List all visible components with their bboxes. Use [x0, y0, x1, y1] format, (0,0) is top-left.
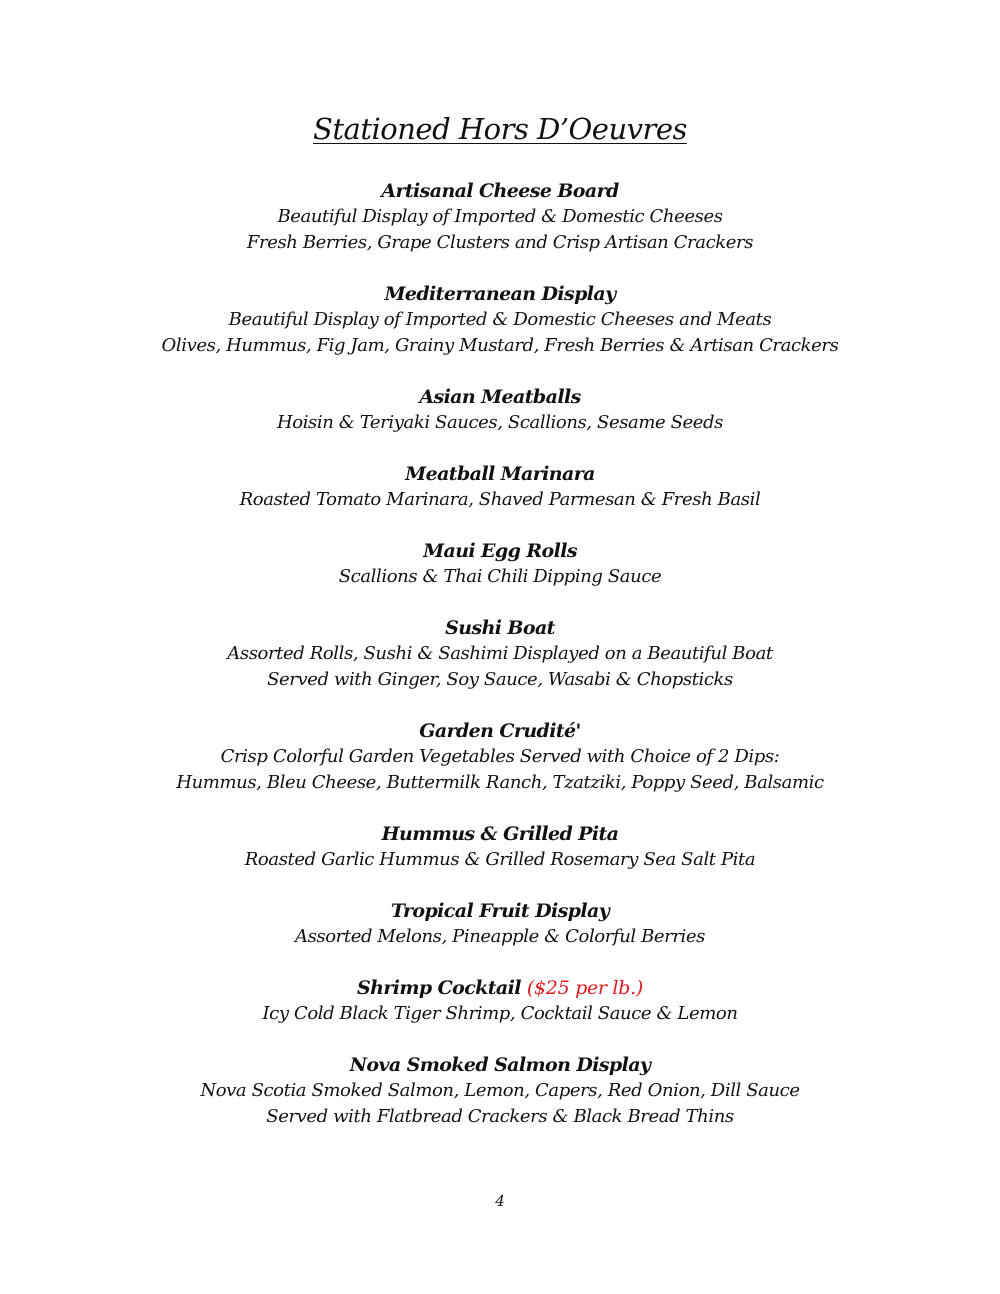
menu-item-description: Assorted Melons, Pineapple & Colorful Berries: [294, 926, 706, 947]
menu-item-description: Scallions & Thai Chili Dipping Sauce: [338, 566, 662, 587]
menu-item: [0, 384, 1000, 436]
menu-item-name: Nova Smoked Salmon Display: [349, 1054, 651, 1076]
menu-item-name: Hummus & Grilled Pita: [381, 823, 619, 845]
menu-item: [0, 718, 1000, 796]
menu-item-heading: [0, 281, 1000, 307]
menu-item-heading: [0, 1052, 1000, 1078]
menu-item-name: Asian Meatballs: [419, 386, 581, 408]
page-number: 4: [495, 1192, 505, 1210]
menu-item-description: Beautiful Display of Imported & Domestic Cheeses and Meats: [228, 309, 772, 330]
menu-item-description: Icy Cold Black Tiger Shrimp, Cocktail Sauce & Lemon: [262, 1003, 738, 1024]
menu-item-list: [0, 178, 1000, 1155]
menu-item-price: ($25 per lb.): [526, 977, 643, 999]
menu-item: [0, 1052, 1000, 1130]
menu-item-heading: [0, 615, 1000, 641]
menu-item-name: Shrimp Cocktail: [357, 977, 521, 999]
menu-item-description: Olives, Hummus, Fig Jam, Grainy Mustard, Fresh Berries & Artisan Crackers: [161, 335, 839, 356]
menu-item-description: Beautiful Display of Imported & Domestic Cheeses: [277, 206, 723, 227]
menu-item: [0, 615, 1000, 693]
menu-item-name: Maui Egg Rolls: [423, 540, 577, 562]
menu-item-description: Fresh Berries, Grape Clusters and Crisp Artisan Crackers: [246, 232, 754, 253]
menu-item-name: Artisanal Cheese Board: [381, 180, 619, 202]
menu-item-heading: [0, 461, 1000, 487]
menu-item-description: Assorted Rolls, Sushi & Sashimi Displayed on a Beautiful Boat: [227, 643, 773, 664]
menu-item-description: Hummus, Bleu Cheese, Buttermilk Ranch, Tzatziki, Poppy Seed, Balsamic: [176, 772, 824, 793]
menu-item: [0, 975, 1000, 1027]
menu-item: [0, 821, 1000, 873]
menu-item-description: Crisp Colorful Garden Vegetables Served with Choice of 2 Dips:: [220, 746, 780, 767]
menu-item-heading: [0, 384, 1000, 410]
menu-item-description: Hoisin & Teriyaki Sauces, Scallions, Sesame Seeds: [276, 412, 724, 433]
menu-item: [0, 898, 1000, 950]
menu-item-description: Roasted Garlic Hummus & Grilled Rosemary Sea Salt Pita: [244, 849, 756, 870]
menu-item: [0, 538, 1000, 590]
menu-item-description: Served with Ginger, Soy Sauce, Wasabi & Chopsticks: [267, 669, 733, 690]
menu-item-heading: [0, 718, 1000, 744]
menu-item-name: Garden Crudité': [419, 720, 581, 742]
menu-item-description: Nova Scotia Smoked Salmon, Lemon, Capers, Red Onion, Dill Sauce: [200, 1080, 800, 1101]
menu-item-name: Mediterranean Display: [384, 283, 616, 305]
menu-item-description: Served with Flatbread Crackers & Black Bread Thins: [266, 1106, 734, 1127]
menu-item-name: Sushi Boat: [445, 617, 555, 639]
menu-item-heading: [0, 538, 1000, 564]
menu-item: [0, 281, 1000, 359]
menu-item-name: Meatball Marinara: [405, 463, 595, 485]
menu-item-name: Tropical Fruit Display: [390, 900, 610, 922]
menu-item-heading: [0, 821, 1000, 847]
menu-item-heading: [0, 898, 1000, 924]
menu-item-heading: [0, 975, 1000, 1001]
menu-item: [0, 178, 1000, 256]
page-title: Stationed Hors D’Oeuvres: [313, 112, 687, 146]
menu-item-heading: [0, 178, 1000, 204]
menu-item: [0, 461, 1000, 513]
menu-item-description: Roasted Tomato Marinara, Shaved Parmesan & Fresh Basil: [239, 489, 761, 510]
